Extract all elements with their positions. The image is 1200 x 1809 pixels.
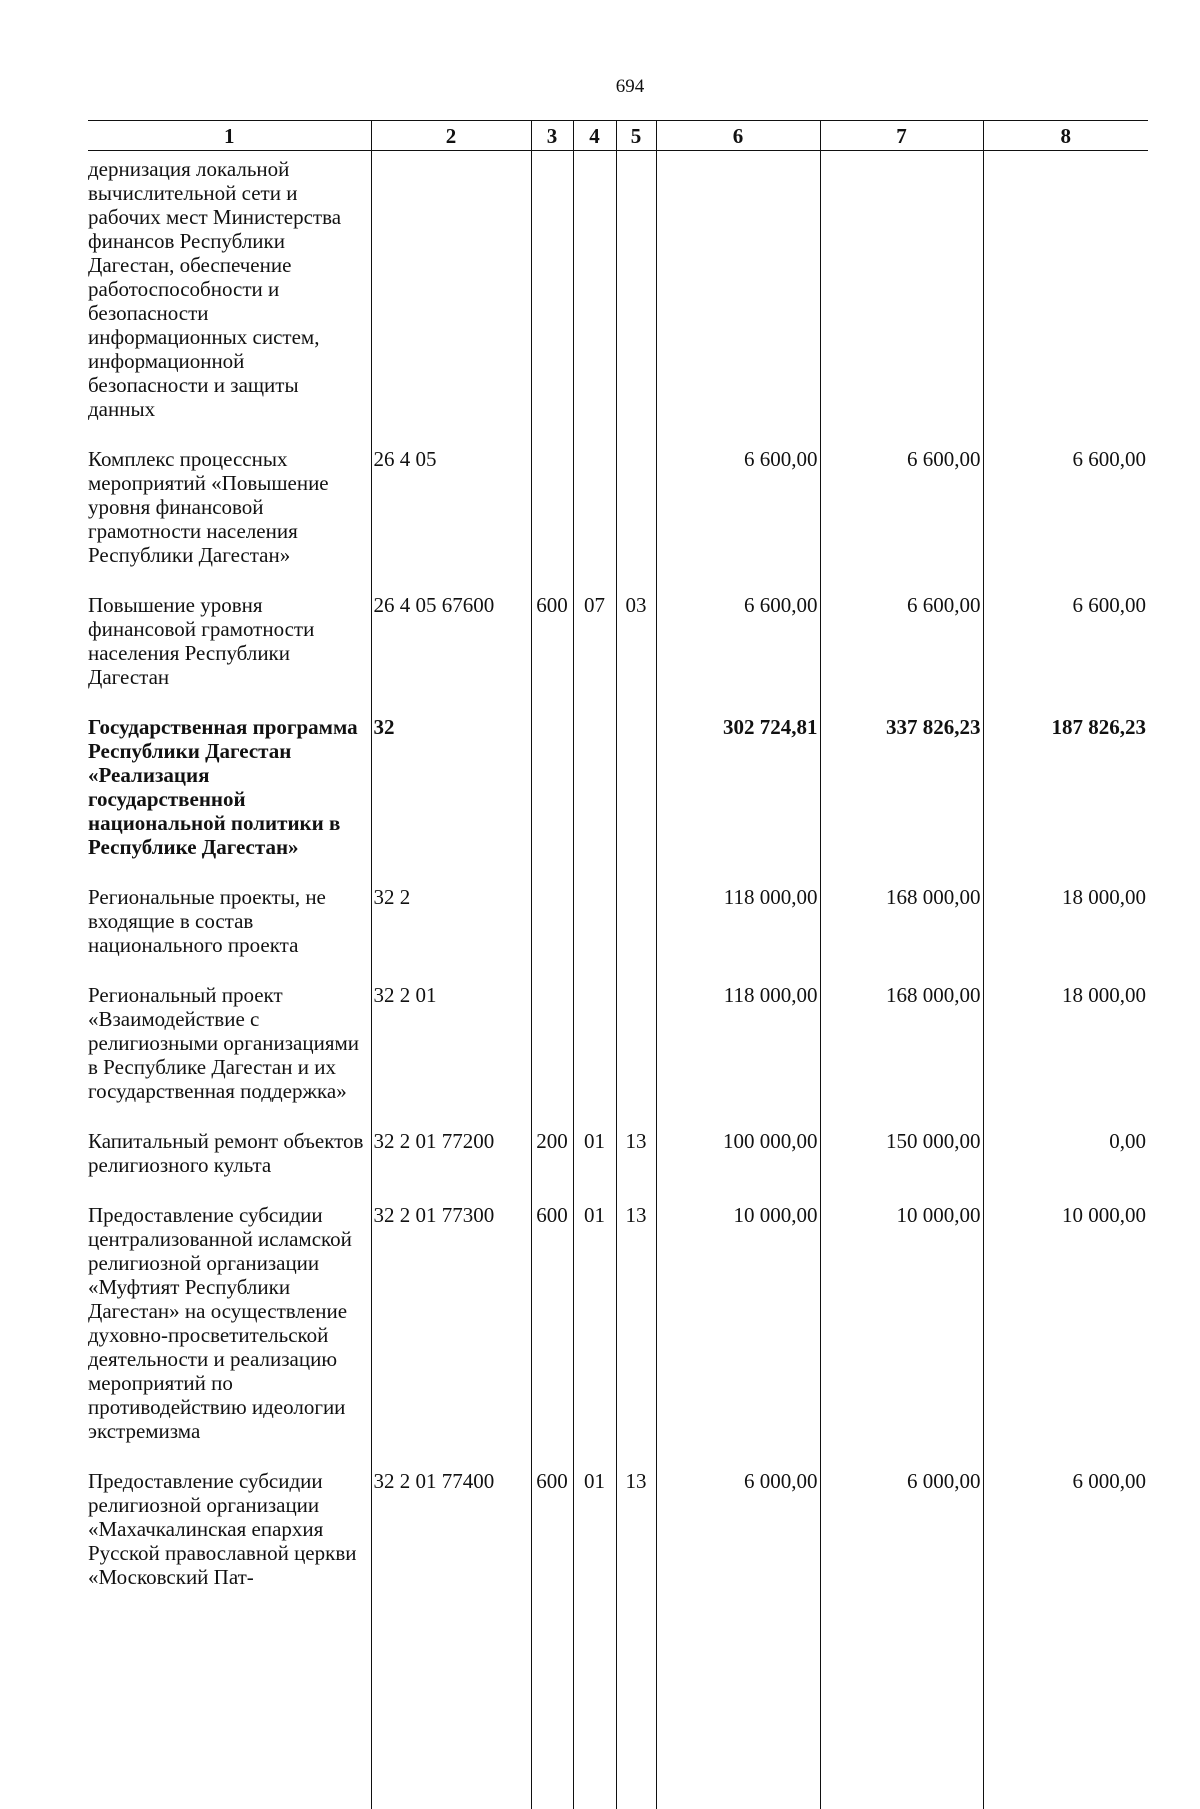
row-amount-year2: 10 000,00 <box>820 1199 983 1465</box>
page-number: 694 <box>615 76 645 97</box>
table-row <box>88 1199 1148 1465</box>
row-amount-year3: 18 000,00 <box>983 979 1148 1125</box>
row-code: 32 2 01 77300 <box>371 1199 531 1465</box>
table-row <box>88 1125 1148 1199</box>
row-subsection: 03 <box>616 589 656 711</box>
row-section <box>573 979 616 1125</box>
row-section: 07 <box>573 589 616 711</box>
row-section <box>573 443 616 589</box>
row-name: Государственная программа Республики Дагестан «Реализация государственной национальной политики в Республике Дагестан» <box>88 715 358 859</box>
row-amount-year2: 6 600,00 <box>820 443 983 589</box>
table-header-row <box>88 121 1148 151</box>
row-code: 32 2 01 77200 <box>371 1125 531 1199</box>
column-header-name: 1 <box>88 121 371 151</box>
row-amount-year2: 168 000,00 <box>820 979 983 1125</box>
row-amount-year3: 6 600,00 <box>983 589 1148 711</box>
row-amount-year3: 6 000,00 <box>983 1465 1148 1809</box>
row-expense-type: 600 <box>531 589 573 711</box>
row-subsection: 13 <box>616 1125 656 1199</box>
row-amount-year2: 337 826,23 <box>820 711 983 881</box>
row-expense-type <box>531 711 573 881</box>
row-section <box>573 711 616 881</box>
row-amount-year1: 118 000,00 <box>656 881 820 979</box>
row-expense-type: 200 <box>531 1125 573 1199</box>
row-name: Повышение уровня финансовой грамотности населения Республики Дагестан <box>88 593 315 689</box>
row-subsection <box>616 443 656 589</box>
row-amount-year1: 118 000,00 <box>656 979 820 1125</box>
row-code <box>371 151 531 444</box>
row-subsection: 13 <box>616 1199 656 1465</box>
table-row <box>88 979 1148 1125</box>
row-amount-year2 <box>820 151 983 444</box>
row-code: 32 <box>371 711 531 881</box>
row-subsection: 13 <box>616 1465 656 1809</box>
table-row <box>88 1465 1148 1809</box>
row-section: 01 <box>573 1125 616 1199</box>
row-amount-year2: 6 600,00 <box>820 589 983 711</box>
row-amount-year3: 0,00 <box>983 1125 1148 1199</box>
row-amount-year1: 6 600,00 <box>656 589 820 711</box>
row-amount-year1: 100 000,00 <box>656 1125 820 1199</box>
table-row <box>88 881 1148 979</box>
column-header-code: 2 <box>371 121 531 151</box>
column-header-year1: 6 <box>656 121 820 151</box>
row-amount-year3: 18 000,00 <box>983 881 1148 979</box>
row-expense-type: 600 <box>531 1465 573 1809</box>
row-section <box>573 151 616 444</box>
row-name: Региональный проект «Взаимодействие с религиозными организациями в Республике Дагестан и их государственная поддержка» <box>88 983 360 1103</box>
row-section: 01 <box>573 1465 616 1809</box>
row-subsection <box>616 151 656 444</box>
row-amount-year3: 187 826,23 <box>983 711 1148 881</box>
row-code: 26 4 05 <box>371 443 531 589</box>
column-header-rz: 4 <box>573 121 616 151</box>
budget-table <box>88 120 1148 1809</box>
row-name: Региональные проекты, не входящие в состав национального проекта <box>88 885 326 957</box>
row-expense-type <box>531 151 573 444</box>
row-subsection <box>616 711 656 881</box>
row-code: 32 2 01 <box>371 979 531 1125</box>
row-amount-year1: 6 000,00 <box>656 1465 820 1809</box>
row-code: 32 2 <box>371 881 531 979</box>
row-name: Капитальный ремонт объектов религиозного культа <box>88 1129 364 1177</box>
row-expense-type: 600 <box>531 1199 573 1465</box>
row-amount-year1: 10 000,00 <box>656 1199 820 1465</box>
row-amount-year1: 302 724,81 <box>656 711 820 881</box>
table-row <box>88 151 1148 444</box>
row-section: 01 <box>573 1199 616 1465</box>
row-expense-type <box>531 443 573 589</box>
column-header-year2: 7 <box>820 121 983 151</box>
row-amount-year2: 150 000,00 <box>820 1125 983 1199</box>
row-amount-year2: 168 000,00 <box>820 881 983 979</box>
row-subsection <box>616 979 656 1125</box>
row-amount-year1 <box>656 151 820 444</box>
row-amount-year3: 10 000,00 <box>983 1199 1148 1465</box>
row-name: Комплекс процессных мероприятий «Повышение уровня финансовой грамотности населения Республики Дагестан» <box>88 447 329 567</box>
table-row <box>88 589 1148 711</box>
row-expense-type <box>531 881 573 979</box>
row-code: 32 2 01 77400 <box>371 1465 531 1809</box>
row-amount-year1: 6 600,00 <box>656 443 820 589</box>
row-amount-year3 <box>983 151 1148 444</box>
column-header-vr: 3 <box>531 121 573 151</box>
row-name: Предоставление субсидии религиозной организации «Махачкалинская епархия Русской православной церкви «Московский Пат- <box>88 1469 357 1589</box>
column-header-pr: 5 <box>616 121 656 151</box>
column-header-year3: 8 <box>983 121 1148 151</box>
table-row <box>88 443 1148 589</box>
row-subsection <box>616 881 656 979</box>
row-code: 26 4 05 67600 <box>371 589 531 711</box>
row-name: дернизация локальной вычислительной сети и рабочих мест Министерства финансов Республики Дагестан, обеспечение работоспособности и безопасности информационных систем, информационной безопасности и защиты данных <box>88 157 342 421</box>
table-row <box>88 711 1148 881</box>
row-section <box>573 881 616 979</box>
row-amount-year2: 6 000,00 <box>820 1465 983 1809</box>
row-amount-year3: 6 600,00 <box>983 443 1148 589</box>
row-expense-type <box>531 979 573 1125</box>
row-name: Предоставление субсидии централизованной исламской религиозной организации «Муфтият Республики Дагестан» на осуществление духовно-просветительской деятельности и реализацию мероприятий по противодействию идеологии экстремизма <box>88 1203 352 1443</box>
